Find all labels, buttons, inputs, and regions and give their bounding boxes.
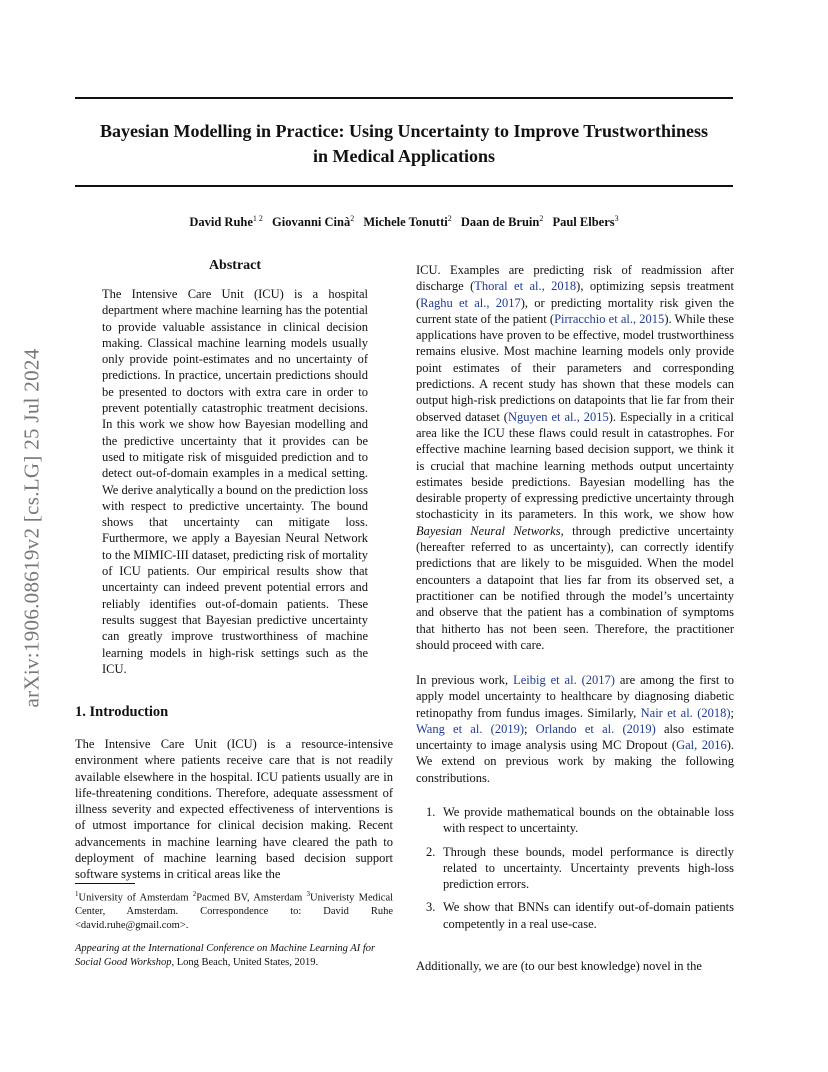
text-run: ), optimizing sepsis treatment ( [416, 279, 734, 310]
affiliation-2: Pacmed BV, Amsterdam [196, 892, 303, 904]
affiliation-footnote: $^1$University of Amsterdam $^2$Pacmed BV, Amsterdam $^3$Univeristy Medical Center, Amsterdam. Correspondence to: David Ruhe <david.ruhe@gmail.com>. [75, 890, 394, 931]
text-run: ; [523, 721, 536, 736]
text-run: also estimate uncertainty to image analysis using MC Dropout ( [416, 721, 734, 753]
venue-name: Appearing at the International Conference on Machine Learning AI for Social Good Workshop [75, 943, 376, 968]
author-2 [272, 215, 354, 229]
author-name: Michele Tonutti [363, 215, 448, 230]
venue-note [75, 942, 393, 970]
text-run: In previous work, [416, 673, 514, 687]
citation-link[interactable]: Nguyen et al., 2015 [507, 409, 609, 424]
citation-link[interactable]: Nair et al. (2018) [640, 705, 731, 720]
intro-paragraph-2 [416, 672, 734, 786]
author-affiliation: 2 [447, 214, 452, 223]
contributions-list [416, 804, 734, 939]
abstract-text: The Intensive Care Unit (ICU) is a hospital department where machine learning has the potential to provide valuable assistance in clinical decision making. Classical machine learning models usually only provide point-estimates and no uncertainty of predictions. In practice, uncertain predictions should be presented to doctors with extra care in order to prevent potentially catastrophic treatment decisions. In this work we show how Bayesian modelling and the predictive uncertainty that it provides can be used to mitigate risk of misguided prediction and to detect out-of-domain examples in a medical setting. We derive analytically a bound on the prediction loss with respect to predictive uncertainty. The bound shows that uncertainty can mitigate loss. Furthermore, we apply a Bayesian Neural Network to the MIMIC-III dataset, predicting risk of mortality of ICU patients. Our empirical results show that uncertainty can indeed prevent potential errors and reliably identifies out-of-domain patients. These results suggest that Bayesian predictive uncertainty can greatly improve trustworthiness of machine learning models in high-risk settings such as the ICU. [102, 287, 368, 676]
title-bottom-rule [75, 185, 733, 187]
list-number: 3. [426, 900, 436, 915]
author-name: Paul Elbers [552, 215, 615, 230]
citation-link[interactable]: Pirracchio et al., 2015 [554, 311, 665, 326]
list-number: 1. [426, 805, 436, 819]
text-run: ; [730, 705, 735, 720]
title-line-2: in Medical Applications [312, 146, 496, 166]
list-item [416, 804, 734, 837]
text-run: , through predictive uncertainty (hereafter referred to as uncertainty), can correctly identify predictions that are likely to be misguided. When the model encounters a datapoint that lies far from its observed set, a practitioner can be notified through the model’s uncertainty and observe that the patient has a combination of symptoms that hitherto has not been seen. Therefore, the practitioner should proceed with care. [416, 523, 734, 652]
introduction-text: The Intensive Care Unit (ICU) is a resource-intensive environment where patients receive care that is not readily available elsewhere in the hospital. ICU patients usually are in life-threatening conditions. Therefore, adequate assessment of illness severity and expected effectiveness of interventions is of utmost importance for clinical decision making. Recent advancements in machine learning have cleared the path to deployment of machine learning based decision support software systems in critical areas like the [75, 737, 393, 882]
section-heading-introduction: 1. Introduction [75, 704, 169, 720]
list-item-text: We provide mathematical bounds on the obtainable loss with respect to uncertainty. [443, 805, 734, 836]
text-run: ICU. Examples are predicting risk of readmission after discharge ( [416, 263, 734, 294]
affiliation-1: University of Amsterdam [78, 892, 189, 904]
citation-link[interactable]: Thoral et al., 2018 [474, 279, 577, 294]
intro-paragraph-1-continued [416, 262, 734, 653]
author-1 [189, 215, 263, 229]
abstract-heading: Abstract [208, 258, 262, 273]
title-line-1: Bayesian Modelling in Practice: Using Uncertainty to Improve Trustworthiness [100, 121, 708, 141]
citation-link[interactable]: Orlando et al. (2019) [535, 721, 656, 736]
intro-paragraph-3: Additionally, we are (to our best knowledge) novel in the [416, 959, 702, 973]
footnote-rule [75, 883, 135, 884]
arxiv-stamp [6, 297, 58, 759]
text-run: ). We extend on previous work by making the following constributions. [416, 738, 734, 785]
author-affiliation: 2 [539, 214, 544, 223]
text-run: ), or predicting mortality risk given the current state of the patient ( [416, 295, 734, 326]
citation-link[interactable]: Gal, 2016 [676, 738, 727, 753]
venue-location: , Long Beach, United States, 2019. [171, 957, 319, 968]
list-item [416, 899, 734, 932]
author-name: Giovanni Cinà [272, 215, 351, 230]
text-run: ). Especially in a critical area like the ICU these flaws could result in catastrophes. For effective machine learning based decision support, we think it is crucial that machine learning methods output uncertainty estimates beside predictions. Bayesian modelling has the desirable property of expressing predictive uncertainty through stochasticity in its parameters. In this work, we show how [416, 409, 734, 522]
arxiv-identifier: arXiv:1906.08619v2 [cs.LG] 25 Jul 2024 [19, 348, 44, 708]
list-item [416, 844, 734, 893]
text-run: ). While these applications have proven to be effective, model trustworthiness remains elusive. Most machine learning models only provide point estimates of their parameters and corresponding predictions. A recent study has shown that these models can output high-risk predictions on datapoints that lie far from their observed dataset ( [416, 311, 734, 424]
author-5 [552, 215, 618, 229]
citation-link[interactable]: Leibig et al. (2017) [513, 673, 615, 687]
author-name: Daan de Bruin [460, 215, 540, 230]
top-rule [75, 97, 733, 99]
citation-link[interactable]: Raghu et al., 2017 [420, 295, 521, 310]
list-number: 2. [426, 844, 436, 859]
author-list [60, 214, 748, 230]
author-4 [461, 215, 544, 229]
author-affiliation: 2 [350, 214, 355, 223]
author-affiliation: 3 [614, 214, 619, 223]
citation-link[interactable]: Wang et al. (2019) [416, 721, 524, 736]
list-item-text: We show that BNNs can identify out-of-domain patients competently in a real use-case. [443, 900, 734, 931]
emphasis: Bayesian Neural Networks [416, 523, 561, 538]
list-item-text: Through these bounds, model performance is directly related to uncertainty. Uncertainty prevents high-loss prediction errors. [443, 844, 734, 892]
author-affiliation: 1 2 [252, 214, 263, 223]
author-3 [363, 215, 451, 229]
text-run: are among the first to apply model uncertainty to healthcare by diagnosing diabetic retinopathy from fundus images. Similarly, [416, 673, 735, 720]
affiliation-3: Univeristy Medical Center, Amsterdam. [75, 892, 394, 917]
paper-title [60, 119, 748, 169]
author-name: David Ruhe [189, 215, 253, 230]
correspondence: Correspondence to: David Ruhe <david.ruhe@gmail.com>. [75, 906, 394, 931]
